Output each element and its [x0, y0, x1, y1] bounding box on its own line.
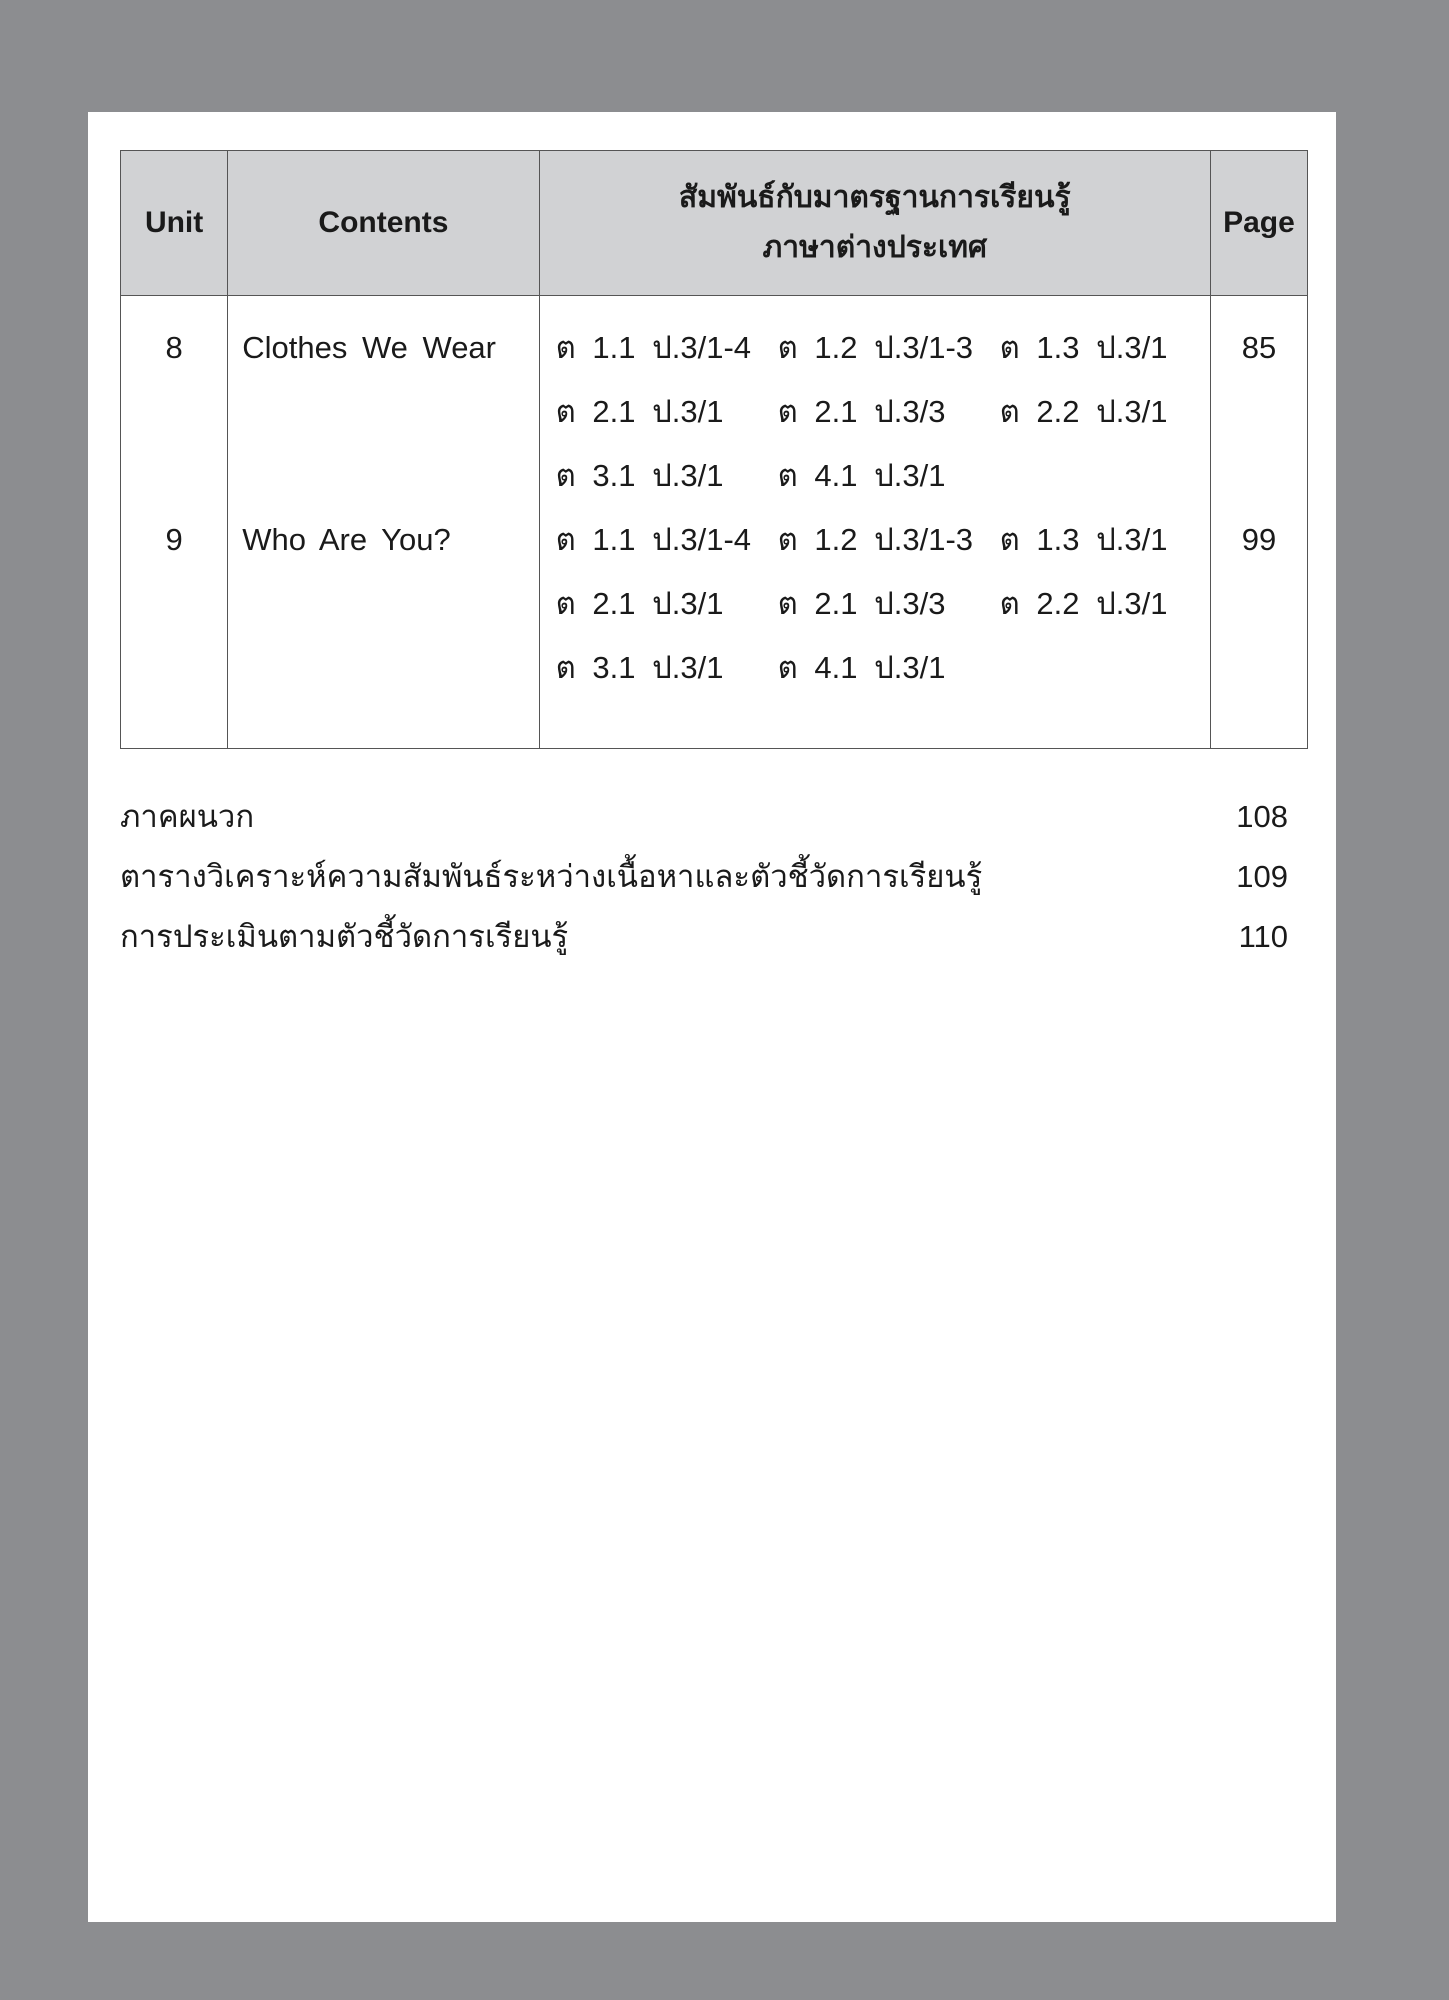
standard-code: ต 1.1 ป.3/1-4 — [555, 330, 752, 365]
standards-list — [540, 326, 1210, 518]
standard-code: ต 1.3 ป.3/1 — [999, 522, 1168, 557]
standards-cell — [539, 518, 1210, 749]
unit-title-cell — [228, 296, 539, 519]
standards-line — [556, 582, 1210, 646]
standard-code — [1000, 454, 1190, 518]
unit-title: Clothes We Wear — [242, 330, 496, 365]
appendix-entry-page: 109 — [1236, 859, 1288, 894]
standard-code: ต 3.1 ป.3/1 — [555, 458, 724, 493]
document-page — [88, 112, 1336, 1922]
table-row-unit-8 — [121, 296, 1308, 519]
standard-code — [1000, 646, 1190, 710]
standards-line — [556, 390, 1210, 454]
standard-code: ต 1.3 ป.3/1 — [999, 330, 1168, 365]
unit-number: 8 — [165, 330, 183, 365]
header-standards-line2: ภาษาต่างประเทศ — [762, 231, 988, 264]
standard-code: ต 2.1 ป.3/1 — [555, 394, 724, 429]
table-row-unit-9 — [121, 518, 1308, 749]
standard-code: ต 2.1 ป.3/1 — [555, 586, 724, 621]
appendix-entry-label: ภาคผนวก — [120, 799, 255, 834]
standard-code: ต 4.1 ป.3/1 — [777, 458, 946, 493]
appendix-entry-label: การประเมินตามตัวชี้วัดการเรียนรู้ — [120, 919, 569, 954]
appendix-entry — [120, 794, 1288, 854]
standard-code: ต 1.2 ป.3/1-3 — [777, 522, 974, 557]
standards-list — [540, 518, 1210, 710]
unit-number-cell — [121, 296, 228, 519]
appendix-entry-page: 110 — [1238, 919, 1288, 954]
unit-number-cell — [121, 518, 228, 749]
page-number-cell — [1210, 296, 1307, 519]
standard-code: ต 4.1 ป.3/1 — [777, 650, 946, 685]
standard-code: ต 2.1 ป.3/3 — [777, 394, 946, 429]
appendix-entry — [120, 914, 1288, 974]
appendix-entry-label: ตารางวิเคราะห์ความสัมพันธ์ระหว่างเนื้อหาและตัวชี้วัดการเรียนรู้ — [120, 859, 983, 894]
standards-line — [556, 454, 1210, 518]
unit-number: 9 — [165, 522, 183, 557]
appendix-entry — [120, 854, 1288, 914]
appendix-list — [120, 794, 1288, 974]
header-unit: Unit — [121, 151, 228, 296]
standard-code: ต 2.2 ป.3/1 — [999, 394, 1168, 429]
standards-line — [556, 646, 1210, 710]
page-number: 85 — [1241, 330, 1277, 365]
appendix-entry-page: 108 — [1236, 799, 1288, 834]
contents-table — [120, 150, 1308, 749]
page-number-cell — [1210, 518, 1307, 749]
standard-code: ต 2.2 ป.3/1 — [999, 586, 1168, 621]
header-page: Page — [1210, 151, 1307, 296]
standards-line — [556, 326, 1210, 390]
standard-code: ต 3.1 ป.3/1 — [555, 650, 724, 685]
page-number: 99 — [1241, 522, 1277, 557]
standard-code: ต 1.1 ป.3/1-4 — [555, 522, 752, 557]
header-contents: Contents — [228, 151, 539, 296]
table-header-row — [121, 151, 1308, 296]
header-standards — [539, 151, 1210, 296]
header-standards-line1: สัมพันธ์กับมาตรฐานการเรียนรู้ — [678, 181, 1071, 214]
unit-title: Who Are You? — [242, 522, 451, 557]
standard-code: ต 1.2 ป.3/1-3 — [777, 330, 974, 365]
standards-cell — [539, 296, 1210, 519]
standard-code: ต 2.1 ป.3/3 — [777, 586, 946, 621]
standards-line — [556, 518, 1210, 582]
unit-title-cell — [228, 518, 539, 749]
